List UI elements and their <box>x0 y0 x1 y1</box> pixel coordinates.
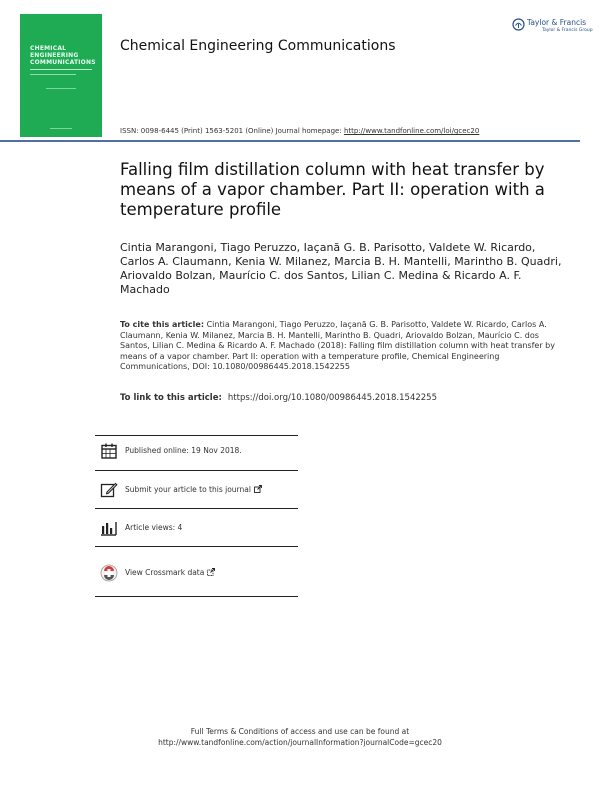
crossmark-icon <box>100 564 118 582</box>
info-divider <box>95 596 298 597</box>
cover-title-line-1: CHEMICAL <box>30 45 67 52</box>
info-divider <box>95 435 298 436</box>
info-divider <box>95 470 298 471</box>
journal-cover <box>20 14 102 137</box>
cover-rule <box>46 88 76 89</box>
publisher-logo[interactable] <box>512 16 593 42</box>
crossmark-link[interactable] <box>125 568 215 577</box>
journal-homepage-link[interactable]: http://www.tandfonline.com/loi/gcec20 <box>343 127 480 135</box>
info-divider <box>95 508 298 509</box>
article-link-label: To link to this article: <box>120 393 222 403</box>
citation-block <box>120 320 560 373</box>
cover-rule <box>30 74 76 75</box>
footer-terms-link[interactable]: http://www.tandfonline.com/action/journalInformation?journalCode=gcec20 <box>158 738 442 747</box>
issn-line <box>120 127 479 135</box>
cover-title-line-2: ENGINEERING <box>30 52 79 59</box>
publisher-logo-icon <box>512 18 525 31</box>
cover-rule <box>50 128 72 129</box>
article-doi-link[interactable]: https://doi.org/10.1080/00986445.2018.1542255 <box>227 393 437 403</box>
header-divider <box>0 140 580 142</box>
publisher-name: Taylor & Francis <box>527 18 587 27</box>
cover-rule <box>30 69 92 70</box>
submit-article-label: Submit your article to this journal <box>125 485 251 494</box>
article-authors: Cintia Marangoni, Tiago Peruzzo, Iaçanã G. B. Parisotto, Valdete W. Ricardo, Carlos A. Claumann, Kenia W. Milanez, Marcia B. H. Mantelli, Marintho B. Quadri, Ariovaldo Bolzan, Maurício C. dos Santos, Lilian C. Medina & Ricardo A. F. Machado <box>120 241 562 296</box>
citation-doi-link[interactable]: 10.1080/00986445.2018.1542255 <box>212 362 350 372</box>
external-link-icon <box>254 485 262 493</box>
article-link-line <box>120 393 437 403</box>
info-divider <box>95 546 298 547</box>
issn-text: ISSN: 0098-6445 (Print) 1563-5201 (Online) Journal homepage: <box>120 127 344 135</box>
article-title: Falling film distillation column with heat transfer by means of a vapor chamber. Part II: operation with a temperature profile <box>120 160 545 219</box>
external-link-icon <box>207 568 215 576</box>
citation-label: To cite this article: <box>120 320 205 329</box>
calendar-icon <box>100 442 118 460</box>
citation-text: Cintia Marangoni, Tiago Peruzzo, Iaçanã G. B. Parisotto, Valdete W. Ricardo, Carlos A. Claumann, Kenia W. Milanez, Marcia B. H. Mantelli, Marintho B. Quadri, Ariovaldo Bolzan, Maurício C. dos Santos, Lilian C. Medina & Ricardo A. F. Machado (2018): Falling film distillation column with heat transfer by means of a vapor chamber. Part II: operation with a temperature profile, Chemical Engineering Communications, DOI: <box>120 320 555 372</box>
article-views: Article views: 4 <box>125 523 183 532</box>
footer-terms-text: Full Terms & Conditions of access and use can be found at <box>190 727 410 736</box>
footer <box>100 726 500 748</box>
publisher-subtitle: Taylor & Francis Group <box>542 28 593 33</box>
journal-title[interactable]: Chemical Engineering Communications <box>120 38 396 54</box>
submit-article-link[interactable] <box>125 485 262 494</box>
cover-title-line-3: COMMUNICATIONS <box>30 59 96 66</box>
crossmark-label: View Crossmark data <box>125 568 205 577</box>
published-date: Published online: 19 Nov 2018. <box>125 446 242 455</box>
bar-chart-icon <box>100 519 118 537</box>
edit-icon <box>100 481 118 499</box>
